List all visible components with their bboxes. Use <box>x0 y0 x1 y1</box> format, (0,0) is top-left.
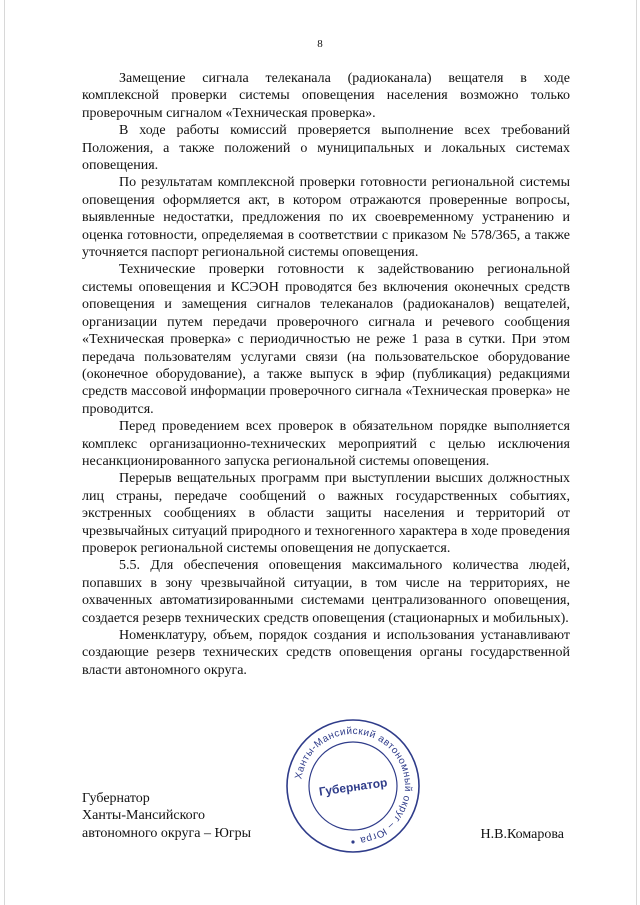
signatory-title-line-3: автономного округа – Югры <box>82 825 251 841</box>
seal-graphic <box>283 716 423 856</box>
paragraph-6: Перерыв вещательных программ при выступлении высших должностных лиц страны, передаче сообщений о важных государственных событиях, экстренных сообщениях в области защиты населения и территорий от чрезвычайных ситуаций природного и техногенного характера в ходе проведения проверок региональной системы оповещения не допускается. <box>82 471 570 556</box>
seal-center-text: Губернатор <box>318 775 389 799</box>
signatory-title-line-1: Губернатор <box>82 791 150 806</box>
official-seal <box>283 716 423 861</box>
paragraph-8: Номенклатуру, объем, порядок создания и использования устанавливают создающие резерв технических средств оповещения органы государственной власти автономного округа. <box>82 628 570 678</box>
signatory-name: Н.В.Комарова <box>480 827 564 842</box>
right-scan-edge <box>636 0 637 905</box>
document-body <box>82 70 570 679</box>
paragraph-3: По результатам комплексной проверки готовности региональной системы оповещения оформляется акт, в котором отражаются проверенные вопросы, выявленные недостатки, предложения по их своевременному устранению и оценка готовности, определяемая в соответствии с приказом № 578/365, а также уточняется паспорт региональной системы оповещения. <box>82 175 570 261</box>
page-number: 8 <box>317 38 323 50</box>
left-scan-edge <box>4 0 5 905</box>
paragraph-7: 5.5. Для обеспечения оповещения максимального количества людей, попавших в зону чрезвычайной ситуации, в том числе на территориях, не охваченных автоматизированными системами централизованного оповещения, создается резерв технических средств оповещения (стационарных и мобильных). <box>82 558 570 626</box>
paragraph-4: Технические проверки готовности к задействованию региональной системы оповещения и КСЭОН проводятся без включения оконечных средств оповещения и замещения сигналов телеканалов (радиоканалов) вещателей, организации путем передачи проверочного сигнала и речевого сообщения «Техническая проверка» с периодичностью не реже 1 раза в сутки. При этом передача пользователям услугами связи (на пользовательское оборудование (оконечное оборудование), а также выпуск в эфир (публикация) редакциями средств массовой информации проверочного сигнала «Техническая проверка» не проводится. <box>82 262 570 417</box>
paragraph-5: Перед проведением всех проверок в обязательном порядке выполняется комплекс организационно-технических мероприятий с целью исключения несанкционированного запуска региональной системы оповещения. <box>82 419 570 469</box>
seal-ring-text: Ханты-Мансийский автономный округ – Югра <box>293 725 414 846</box>
signatory-title-line-2: Ханты-Мансийского <box>82 808 206 824</box>
paragraph-2: В ходе работы комиссий проверяется выполнение всех требований Положения, а также положений о муниципальных и локальных системах оповещения. <box>82 123 570 174</box>
paragraph-1: Замещение сигнала телеканала (радиоканала) вещателя в ходе комплексной проверки системы оповещения населения возможно только проверочным сигналом «Техническая проверка». <box>82 71 570 121</box>
seal-dot <box>351 840 354 843</box>
